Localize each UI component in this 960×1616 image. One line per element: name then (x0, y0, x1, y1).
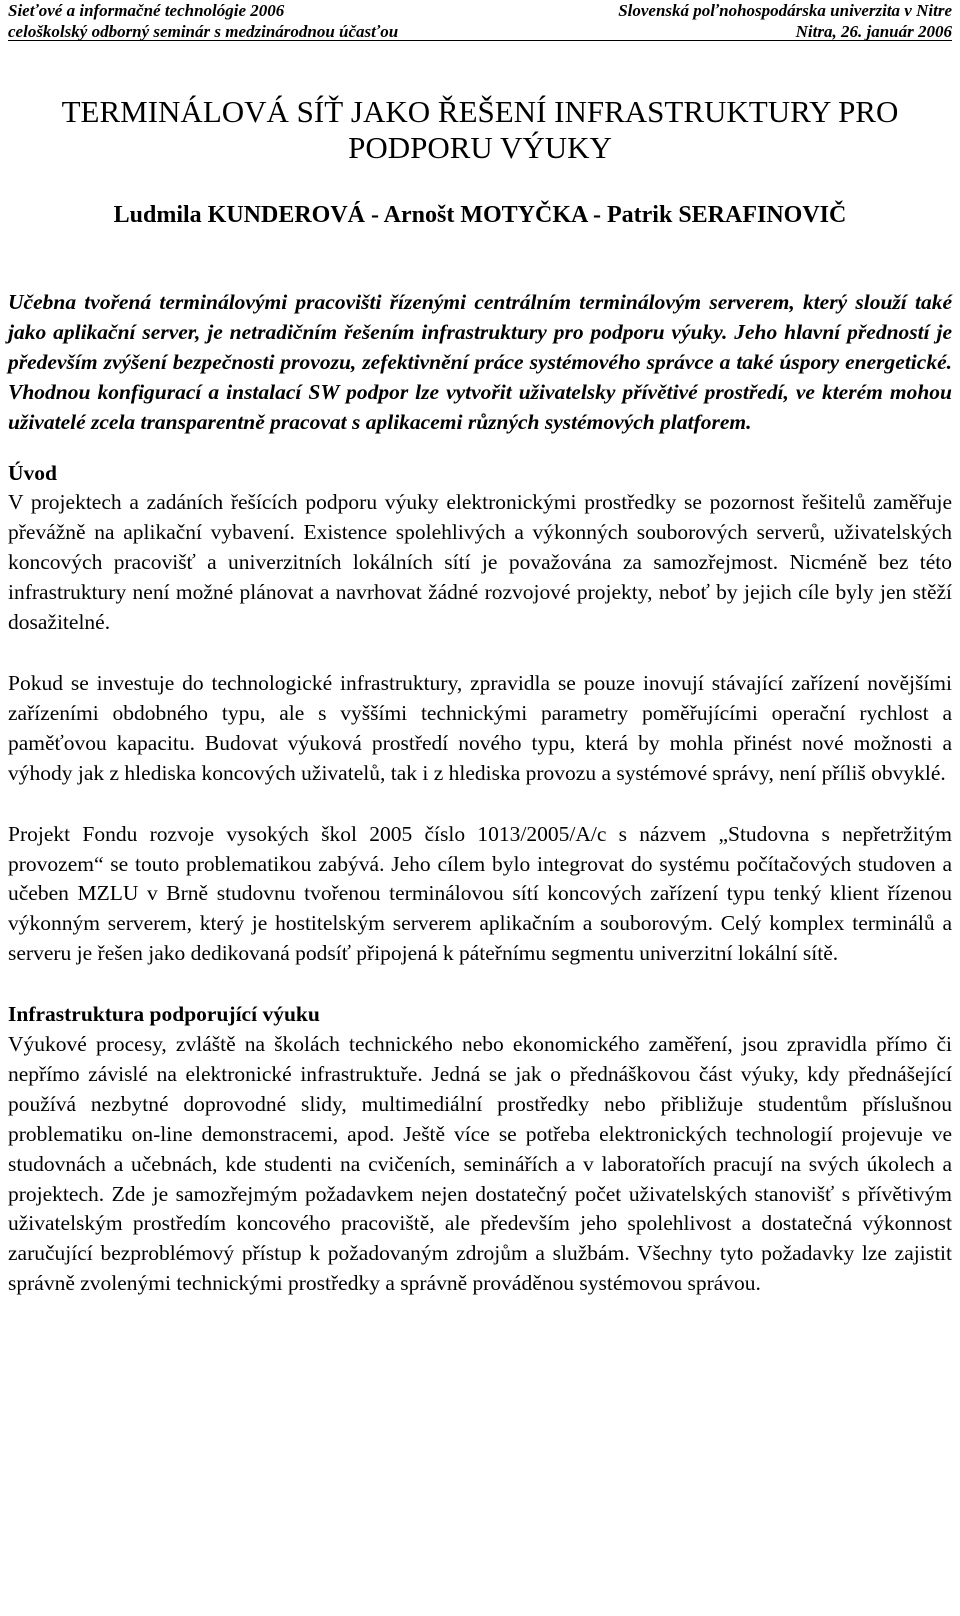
paragraph: Projekt Fondu rozvoje vysokých škol 2005 číslo 1013/2005/A/c s názvem „Studovna s nepřetržitým provozem“ se touto problematikou zabývá. Jeho cílem bylo integrovat do systému počítačových studoven a učeben MZLU v Brně studovnu tvořenou terminálovou sítí koncových zařízení typu tenký klient řízenou výkonným serverem, který je hostitelským serverem aplikačním a souborovým. Celý komplex terminálů a serveru je řešen jako dedikovaná podsíť připojená k páteřnímu segmentu univerzitní lokální sítě. (8, 821, 952, 966)
section-intro (8, 459, 952, 970)
abstract: Učebna tvořená terminálovými pracovišti řízenými centrálním terminálovým serverem, který slouží také jako aplikační server, je netradičním řešením infrastruktury pro podporu výuky. Jeho hlavní předností je především zvýšení bezpečnosti provozu, zefektivnění práce systémového správce a také úspory energetické. Vhodnou konfigurací a instalací SW podpor lze vytvořit uživatelsky přívětivé prostředí, ve kterém mohou uživatelé zcela transparentně pracovat s aplikacemi různých systémových platforem. (8, 290, 952, 434)
paragraph: Pokud se investuje do technologické infrastruktury, zpravidla se pouze inovují stávající zařízení novějšími zařízeními obdobného typu, ale s vyššími technickými parametry poměřujícími operační rychlost a paměťovou kapacitu. Budovat výuková prostředí nového typu, která by mohla přinést nové možnosti a výhody jak z hlediska koncových uživatelů, tak i z hlediska provozu a systémové správy, není příliš obvyklé. (8, 670, 952, 785)
paper-title (8, 94, 952, 166)
header-rule (8, 40, 952, 41)
running-header-left (8, 0, 398, 42)
section-infrastructure (8, 1000, 952, 1299)
running-header-right (618, 0, 952, 42)
seminar-description: celoškolský odborný seminár s medzinárodnou účasťou (8, 22, 399, 41)
conference-name: Sieťové a informačné technológie 2006 (8, 1, 285, 20)
university-name: Slovenská poľnohospodárska univerzita v Nitre (618, 1, 952, 20)
title-line-1: TERMINÁLOVÁ SÍŤ JAKO ŘEŠENÍ INFRASTRUKTURY PRO (61, 94, 899, 129)
venue-date: Nitra, 26. január 2006 (795, 22, 952, 41)
running-header (8, 0, 952, 44)
paper-body (8, 288, 952, 1330)
paragraph: V projektech a zadáních řešících podporu výuky elektronickými prostředky se pozornost řešitelů zaměřuje převážně na aplikační vybavení. Existence spolehlivých a výkonných souborových serverů, uživatelských koncových pracovišť a univerzitních lokálních sítí je považována za samozřejmost. Nicméně bez této infrastruktury není možné plánovat a navrhovat žádné rozvojové projekty, neboť by jejich cíle byly jen stěží dosažitelné. (8, 490, 952, 635)
title-line-2: PODPORU VÝUKY (348, 130, 612, 165)
author-list: Ludmila KUNDEROVÁ - Arnošt MOTYČKA - Patrik SERAFINOVIČ (113, 202, 847, 228)
paragraph: Výukové procesy, zvláště na školách technického nebo ekonomického zaměření, jsou zpravidla přímo či nepřímo závislé na elektronické infrastruktuře. Jedná se jak o přednáškovou část výuky, kdy přednášející používá nezbytné doprovodné slidy, multimediální prostředky nebo přibližuje studentům příslušnou problematiku on-line demonstracemi, apod. Ještě více se potřeba elektronických technologií projevuje ve studovnách a učebnách, kde studenti na cvičeních, seminářích a v laboratořích pracují na svých úkolech a projektech. Zde je samozřejmým požadavkem nejen dostatečný počet uživatelských stanovišť s přívětivým uživatelským prostředím koncového pracoviště, ale především jeho spolehlivost a dostatečná výkonnost zaručující bezproblémový přístup k požadovaným zdrojům a službám. Všechny tyto požadavky lze zajistit správně zvolenými technickými prostředky a správně prováděnou systémovou správou. (8, 1032, 952, 1296)
section-heading: Úvod (8, 460, 57, 485)
section-heading: Infrastruktura podporující výuku (8, 1002, 320, 1027)
